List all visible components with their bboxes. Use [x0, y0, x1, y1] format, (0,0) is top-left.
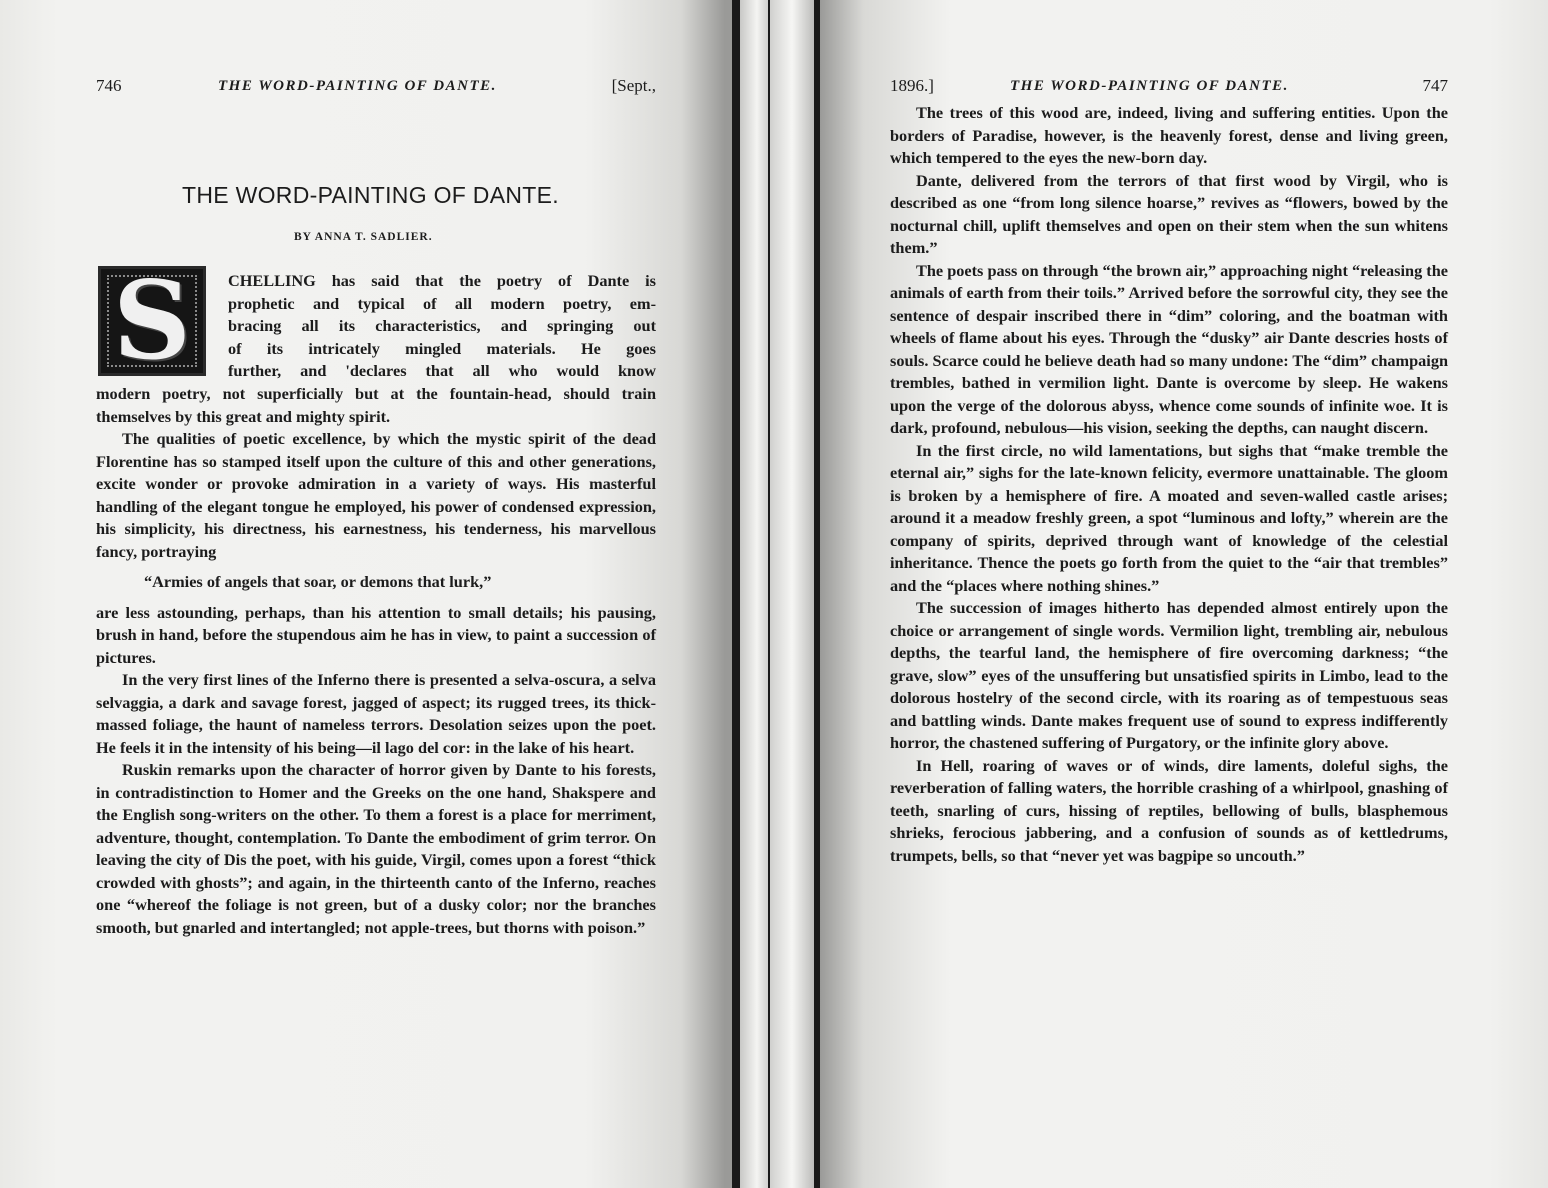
paragraph: Ruskin remarks upon the character of horror given by Dante to his forests, in contradistinction to Homer and the Greeks on the one hand, Shakspere and the English song-writers on the other. To them a forest is a place for merriment, adventure, thought, contemplation. To Dante the embodiment of grim terror. On leaving the city of Dis the poet, with his guide, Virgil, comes upon a forest “thick crowded with ghosts”; and again, in the thirteenth canto of the Inferno, reaches one “whereof the foliage is not green, but of a dusky color; nor the branches smooth, but gnarled and intertangled; not apple-trees, but thorns with poison.”	[96, 760, 656, 937]
right-running-title: THE WORD-PAINTING OF DANTE.	[1010, 78, 1289, 94]
paragraph: are less astounding, perhaps, than his attention to small details; his pausing, brush in hand, before the stupendous aim he has in view, to paint a succession of pictures.	[96, 602, 656, 667]
left-body-text	[96, 383, 656, 939]
right-page-number: 747	[1422, 76, 1448, 95]
right-page	[820, 0, 1548, 1188]
article-title: THE WORD-PAINTING OF DANTE.	[182, 182, 559, 208]
intro-line: prophetic and typical of all modern poetry, em-	[228, 293, 656, 313]
drop-cap-letter: S	[113, 258, 191, 384]
right-body-text	[890, 102, 1448, 867]
intro-lines	[228, 270, 656, 383]
right-running-head	[890, 74, 1448, 98]
intro-line: of its intricately mingled materials. He goes	[228, 338, 656, 358]
paragraph: Dante, delivered from the terrors of that first wood by Virgil, who is described as one “from long silence hoarse,” revives as “flowers, bowed by the nocturnal chill, uplift themselves and open on their stem when the sun whitens them.”	[890, 170, 1448, 257]
left-page	[0, 0, 732, 1188]
paragraph: In Hell, roaring of waves or of winds, dire laments, doleful sighs, the reverberation of falling waters, the horrible crashing of a whirlpool, gnashing of teeth, snarling of curs, hissing of reptiles, bellowing of bulls, blasphemous shrieks, ferocious jabbering, and a confusion of sounds as of kettledrums, trumpets, bells, so that “never yet was bagpipe so uncouth.”	[890, 755, 1448, 865]
gutter-right-strip	[770, 0, 814, 1188]
paragraph: In the first circle, no wild lamentations, but sighs that “make tremble the eternal air,” sighs for the late-known felicity, evermore unattainable. The gloom is broken by a hemisphere of fire. A moated and seven-walled castle arises; around it a meadow freshly green, a spot “luminous and lofty,” wherein are the company of spirits, deprived through want of knowledge of the celestial inheritance. Thence the poets go forth from the quiet to the “air that trembles” and the “places where nothing shines.”	[890, 440, 1448, 595]
intro-line: further, and 'declares that all who would know	[228, 361, 656, 380]
right-year: 1896.]	[890, 76, 934, 95]
intro-line: bracing all its characteristics, and springing out	[228, 316, 656, 335]
verse-quote: “Armies of angels that soar, or demons that lurk,”	[144, 572, 492, 591]
paragraph: In the very first lines of the Inferno there is presented a selva-oscura, a selva selvaggia, a dark and savage forest, jagged of aspect; its rugged trees, its thick-massed foliage, the haunt of nameless terrors. Desolation seizes upon the poet. He feels it in the intensity of his being—il lago del cor: in the lake of his heart.	[96, 670, 656, 757]
left-running-title: THE WORD-PAINTING OF DANTE.	[218, 78, 497, 94]
drop-cap-ornament	[98, 258, 206, 384]
paragraph: The succession of images hitherto has depended almost entirely upon the choice or arrangement of single words. Vermilion light, trembling air, nebulous depths, the tearful land, the hemisphere of fire overcoming darkness; “the grave, slow” eyes of the unsuffering but unsatisfied spirits in Limbo, lead to the dolorous hostelry of the second circle, with its roaring as of tempestuous seas and battling winds. Dante makes frequent use of sound to express indifferently horror, the chastened suffering of Purgatory, or the infinite glory above.	[890, 598, 1448, 752]
gutter-left-strip	[740, 0, 768, 1188]
paragraph: modern poetry, not superficially but at the fountain-head, should train themselves by this great and mighty spirit.	[96, 384, 656, 426]
left-running-month: [Sept.,	[611, 76, 656, 95]
paragraph: The poets pass on through “the brown air,” approaching night “releasing the animals of earth from their toils.” Arrived before the sorrowful city, they see the sentence of despair inscribed there in “dim” coloring, and the boatman with wheels of flame about his eyes. Through the “dusky” air Dante descries hosts of souls. Scarce could he believe death had so many undone: The “dim” champaign trembles, bathed in vermilion light. Dante is overcome by sleep. He wakens upon the verge of the dolorous abyss, whence come sounds of infinite woe. It is dark, profound, nebulous—his vision, seeking the depths, can naught discern.	[890, 260, 1449, 437]
intro-line: CHELLING has said that the poetry of Dante is	[228, 271, 656, 290]
left-page-number: 746	[96, 76, 122, 95]
paragraph: The trees of this wood are, indeed, living and suffering entities. Upon the borders of Paradise, however, is the heavenly forest, dense and living green, which tempered to the eyes the new-born day.	[890, 103, 1448, 167]
paragraph: The qualities of poetic excellence, by which the mystic spirit of the dead Florentine has so stamped itself upon the culture of this and other generations, excite wonder or provoke admiration in a variety of ways. His masterful handling of the elegant tongue he employed, his power of condensed expression, his simplicity, his directness, his earnestness, his tenderness, his marvellous fancy, portraying	[96, 429, 656, 561]
byline: BY ANNA T. SADLIER.	[294, 231, 433, 243]
left-running-head	[96, 74, 656, 98]
